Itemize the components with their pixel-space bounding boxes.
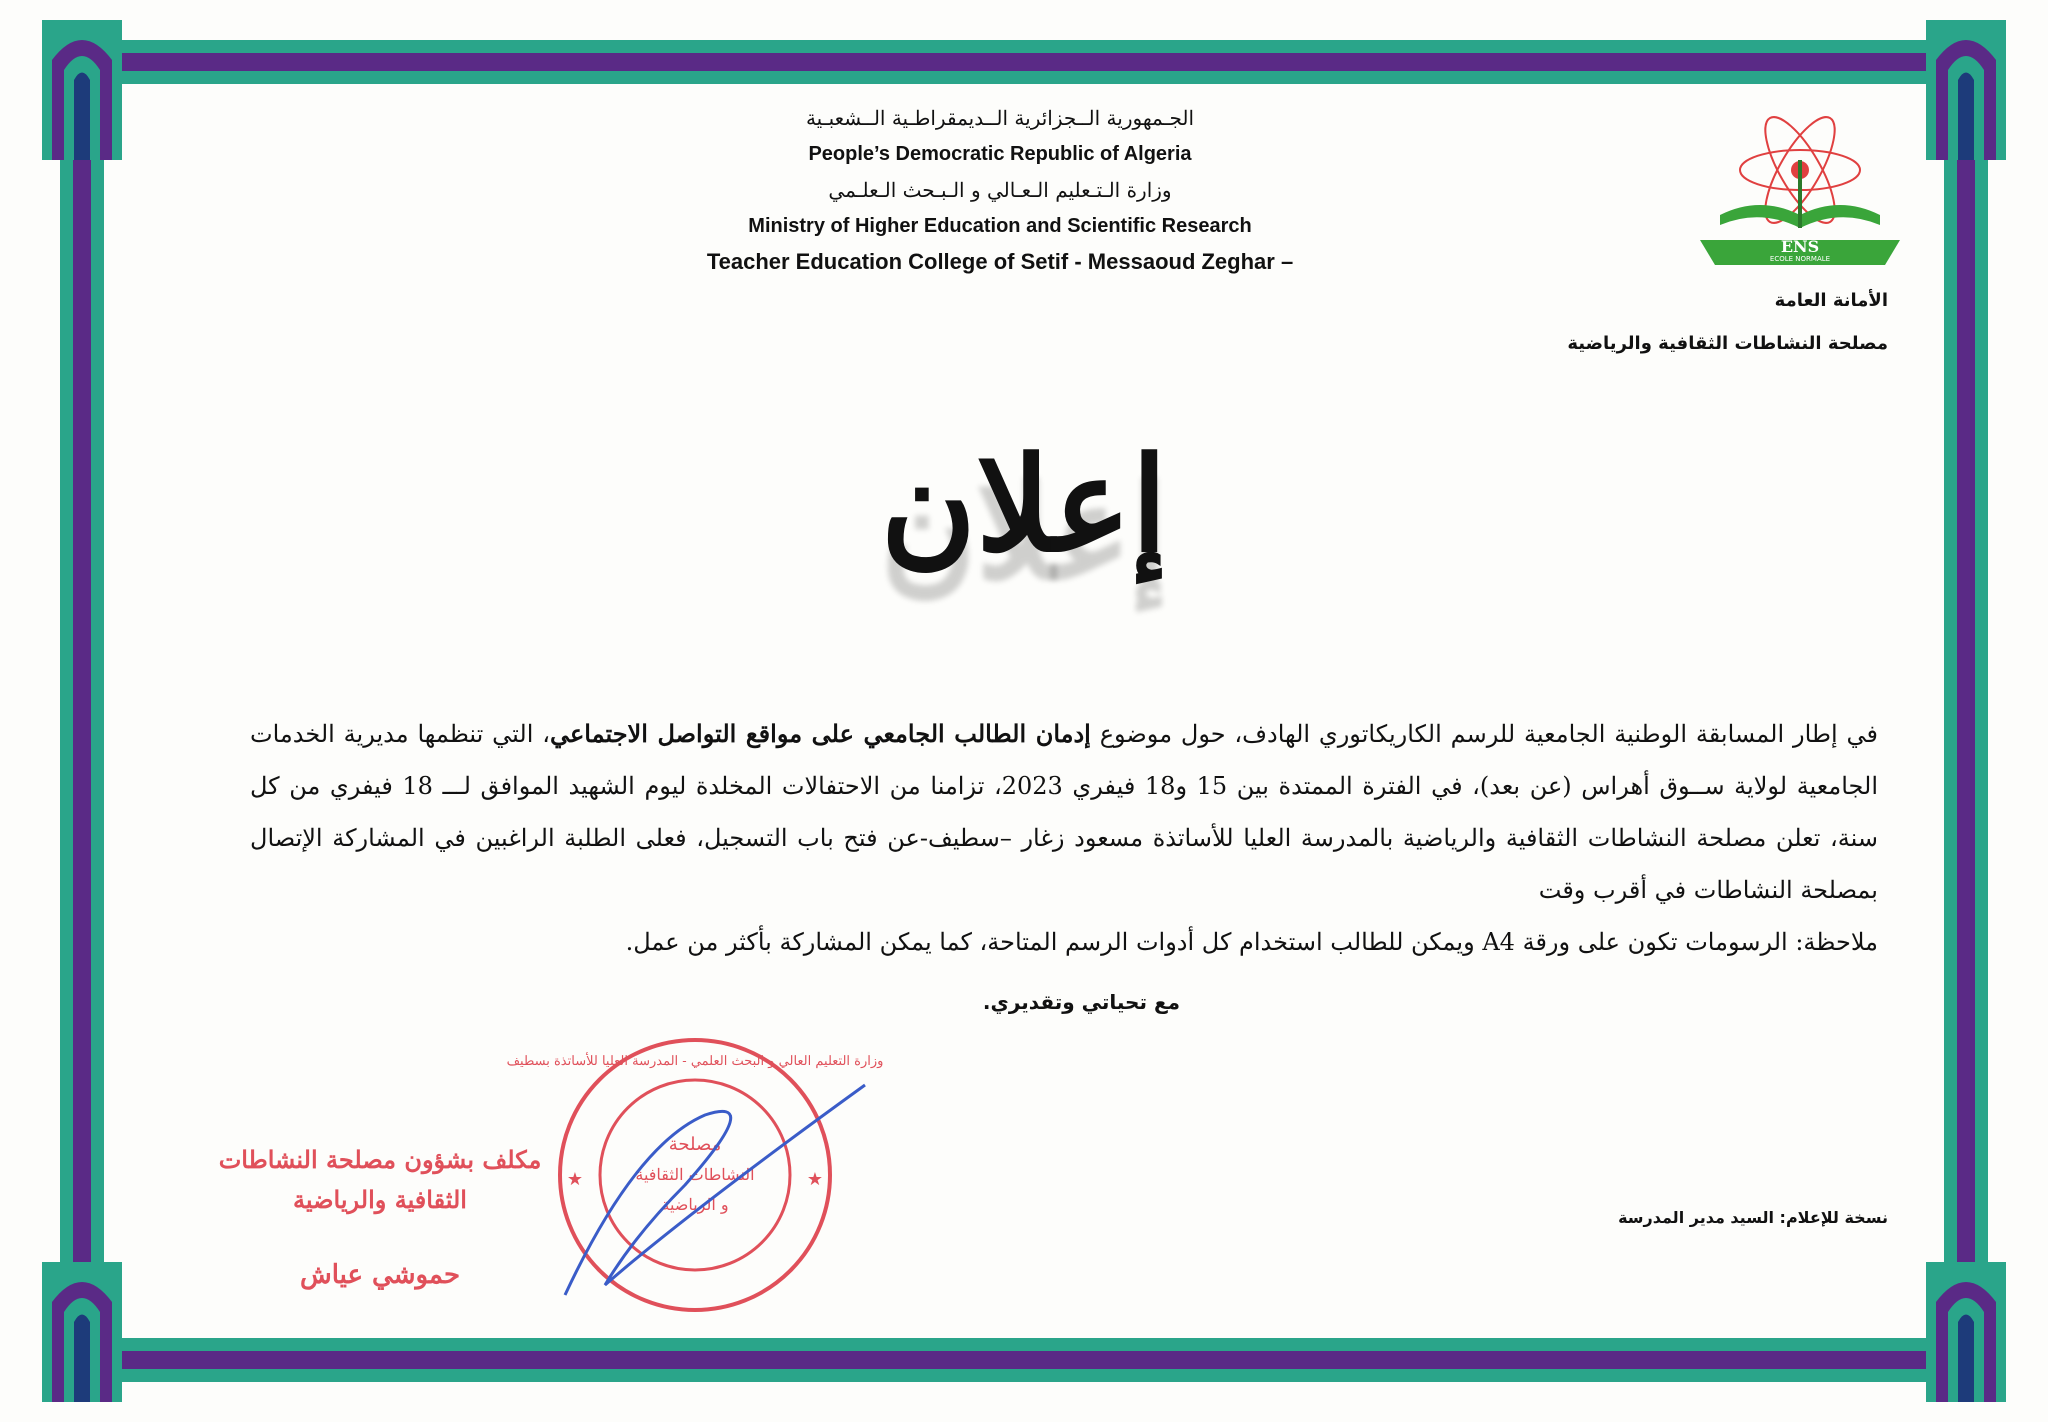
letterhead: [600, 100, 1400, 280]
open-book-icon: [1720, 160, 1880, 228]
frame-top-band: [60, 40, 1988, 84]
official-stamp: [506, 1025, 884, 1325]
body-topic: إدمان الطالب الجامعي على مواقع التواصل الاجتماعي: [549, 719, 1091, 748]
stamp-outer-text: وزارة التعليم العالي و البحث العلمي - المدرسة العليا للأساتذة بسطيف: [506, 1054, 884, 1069]
body-note: ملاحظة: الرسومات تكون على ورقة A4 ويمكن للطالب استخدام كل أدوات الرسم المتاحة، كما يمكن المشاركة بأكثر من عمل.: [625, 928, 1878, 956]
logo-ecole-text: ECOLE NORMALE: [1769, 255, 1831, 263]
signer-name: حموشي عياش: [299, 1260, 461, 1290]
body-intro: في إطار المسابقة الوطنية الجامعية للرسم الكاريكاتوري الهادف، حول موضوع: [1090, 720, 1878, 748]
stamp-inner-line2: النشاطات الثقافية: [635, 1165, 755, 1184]
frame-corner-pillar-bottom-right: [1926, 1262, 2006, 1402]
english-republic-name: People’s Democratic Republic of Algeria: [808, 143, 1192, 165]
frame-corner-pillar-top-left: [42, 20, 122, 160]
signer-title-line1: مكلف بشؤون مصلحة النشاطات: [218, 1145, 542, 1174]
department-name: مصلحة النشاطات الثقافية والرياضية: [1567, 333, 1888, 354]
star-icon: ★: [806, 1169, 824, 1190]
closing-greeting: مع تحياتي وتقديري.: [982, 990, 1180, 1014]
stamp-inner-line3: و الرياضية: [661, 1195, 729, 1214]
announcement-title: إعلان: [880, 428, 1168, 581]
frame-corner-pillar-top-right: [1926, 20, 2006, 160]
ens-logo: [1680, 100, 1920, 270]
body-details: ، التي تنظمها مديرية الخدمات الجامعية لولاية ســوق أهراس (عن بعد)، في الفترة الممتدة بين 15 و18 فيفري 2023، تزامنا من الاحتفالات المخلدة ليوم الشهيد الموافق لـــ 18 فيفري من كل سنة، تعلن مصلحة النشاطات الثقافية والرياضية بالمدرسة العليا للأساتذة مسعود زغار –سطيف-عن فتح باب التسجيل، فعلى الطلبة الراغبين في المشاركة الإتصال بمصلحة النشاطات في أقرب وقت: [250, 720, 1879, 904]
arabic-republic-name: الجـمهورية الــجزائرية الــديمقراطـية الــشعبـية: [805, 106, 1195, 130]
frame-bottom-band: [60, 1338, 1988, 1382]
copy-notice: نسخة للإعلام: السيد مدير المدرسة: [1618, 1208, 1888, 1227]
english-ministry-name: Ministry of Higher Education and Scientific Research: [748, 215, 1252, 237]
issuing-office: [1567, 290, 1888, 376]
signer-title-line2: الثقافية والرياضية: [293, 1185, 467, 1214]
handwritten-signature: [565, 1085, 865, 1295]
frame-left-band: [60, 40, 104, 1382]
frame-right-band: [1944, 40, 1988, 1382]
stamp-inner-line1: مصلحة: [668, 1134, 722, 1155]
announcement-body: [250, 708, 1878, 968]
general-secretariat: الأمانة العامة: [1774, 290, 1888, 311]
frame-corner-pillar-bottom-left: [42, 1262, 122, 1402]
star-icon: ★: [566, 1169, 584, 1190]
arabic-ministry-name: وزارة الـتـعليم الـعـالي و الـبـحث الـعلـمي: [828, 178, 1172, 202]
college-name: Teacher Education College of Setif - Messaoud Zeghar –: [706, 249, 1294, 274]
signature-block: [200, 1140, 560, 1290]
logo-ens-text: ENS: [1780, 237, 1820, 256]
